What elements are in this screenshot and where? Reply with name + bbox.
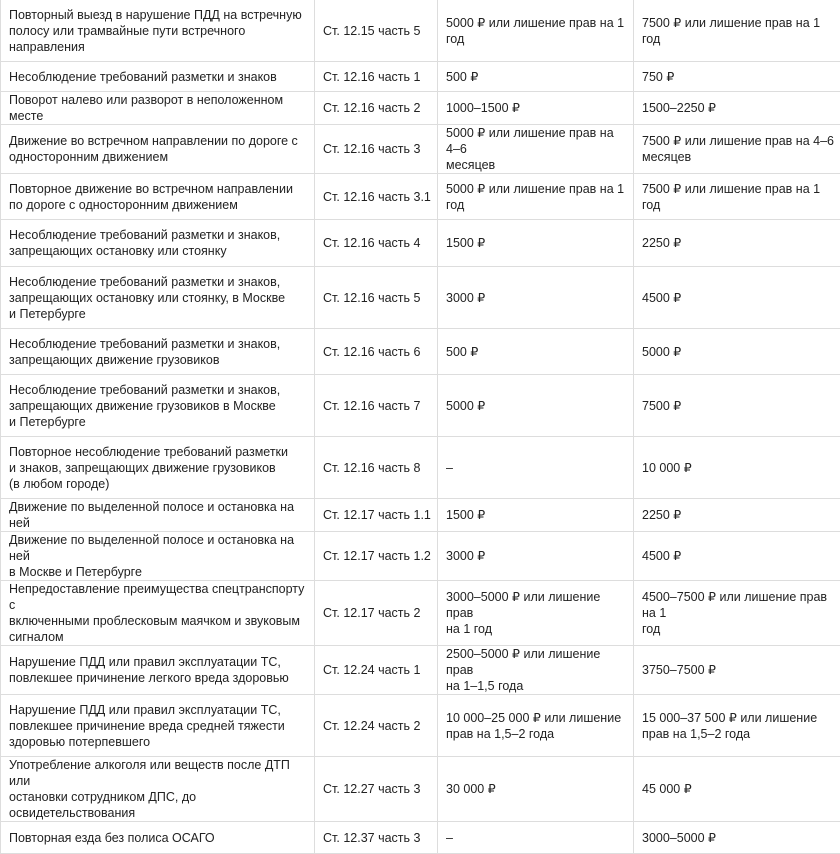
- violation-cell: Несоблюдение требований разметки и знаков: [1, 62, 315, 92]
- table-row: [1, 174, 840, 220]
- table-row: [1, 0, 840, 62]
- fine-individual-cell: 3000 ₽: [438, 532, 634, 581]
- fine-individual-cell: –: [438, 437, 634, 499]
- article-cell: Ст. 12.16 часть 7: [315, 375, 438, 437]
- fine-official-cell: 7500 ₽ или лишение прав на 4–6 месяцев: [634, 125, 840, 174]
- fine-official-cell: 2250 ₽: [634, 220, 840, 267]
- table-row: [1, 329, 840, 375]
- fine-official-cell: 3750–7500 ₽: [634, 646, 840, 695]
- fine-official-cell: 4500 ₽: [634, 532, 840, 581]
- fine-official-cell: 750 ₽: [634, 62, 840, 92]
- fine-individual-cell: 5000 ₽ или лишение прав на 1 год: [438, 174, 634, 220]
- article-cell: Ст. 12.24 часть 2: [315, 695, 438, 757]
- fine-individual-cell: 5000 ₽: [438, 375, 634, 437]
- table-row: [1, 92, 840, 125]
- fine-individual-cell: 5000 ₽ или лишение прав на 4–6 месяцев: [438, 125, 634, 174]
- fine-official-cell: 4500–7500 ₽ или лишение прав на 1 год: [634, 581, 840, 646]
- violation-cell: Несоблюдение требований разметки и знаков, запрещающих движение грузовиков в Москве и Петербурге: [1, 375, 315, 437]
- fine-individual-cell: 1000–1500 ₽: [438, 92, 634, 125]
- violation-cell: Несоблюдение требований разметки и знаков, запрещающих остановку или стоянку: [1, 220, 315, 267]
- fine-official-cell: 2250 ₽: [634, 499, 840, 532]
- violation-cell: Повторный выезд в нарушение ПДД на встречную полосу или трамвайные пути встречного направления: [1, 0, 315, 62]
- violation-cell: Повторное движение во встречном направлении по дороге с односторонним движением: [1, 174, 315, 220]
- fine-individual-cell: 3000 ₽: [438, 267, 634, 329]
- table-row: [1, 822, 840, 854]
- table-row: [1, 267, 840, 329]
- violation-cell: Повторное несоблюдение требований разметки и знаков, запрещающих движение грузовиков (в любом городе): [1, 437, 315, 499]
- table-row: [1, 125, 840, 174]
- fine-individual-cell: 3000–5000 ₽ или лишение прав на 1 год: [438, 581, 634, 646]
- article-cell: Ст. 12.16 часть 1: [315, 62, 438, 92]
- fine-official-cell: 10 000 ₽: [634, 437, 840, 499]
- violation-cell: Поворот налево или разворот в неположенном месте: [1, 92, 315, 125]
- fines-table-body: [1, 0, 840, 854]
- fine-official-cell: 1500–2250 ₽: [634, 92, 840, 125]
- violation-cell: Несоблюдение требований разметки и знаков, запрещающих остановку или стоянку, в Москве и Петербурге: [1, 267, 315, 329]
- fine-individual-cell: 1500 ₽: [438, 220, 634, 267]
- article-cell: Ст. 12.16 часть 3.1: [315, 174, 438, 220]
- violation-cell: Несоблюдение требований разметки и знаков, запрещающих движение грузовиков: [1, 329, 315, 375]
- table-row: [1, 499, 840, 532]
- fine-official-cell: 5000 ₽: [634, 329, 840, 375]
- article-cell: Ст. 12.16 часть 2: [315, 92, 438, 125]
- violation-cell: Движение по выделенной полосе и остановка на ней: [1, 499, 315, 532]
- fine-official-cell: 7500 ₽ или лишение прав на 1 год: [634, 0, 840, 62]
- fine-official-cell: 7500 ₽: [634, 375, 840, 437]
- article-cell: Ст. 12.15 часть 5: [315, 0, 438, 62]
- fine-individual-cell: 2500–5000 ₽ или лишение прав на 1–1,5 года: [438, 646, 634, 695]
- table-row: [1, 532, 840, 581]
- article-cell: Ст. 12.16 часть 4: [315, 220, 438, 267]
- table-row: [1, 695, 840, 757]
- violation-cell: Движение по выделенной полосе и остановка на ней в Москве и Петербурге: [1, 532, 315, 581]
- fine-official-cell: 45 000 ₽: [634, 757, 840, 822]
- article-cell: Ст. 12.17 часть 2: [315, 581, 438, 646]
- article-cell: Ст. 12.37 часть 3: [315, 822, 438, 854]
- article-cell: Ст. 12.16 часть 8: [315, 437, 438, 499]
- fine-individual-cell: 500 ₽: [438, 62, 634, 92]
- violation-cell: Употребление алкоголя или веществ после ДТП или остановки сотрудником ДПС, до освидетельствования: [1, 757, 315, 822]
- table-row: [1, 757, 840, 822]
- fine-individual-cell: 5000 ₽ или лишение прав на 1 год: [438, 0, 634, 62]
- table-row: [1, 375, 840, 437]
- fine-individual-cell: –: [438, 822, 634, 854]
- violation-cell: Повторная езда без полиса ОСАГО: [1, 822, 315, 854]
- violation-cell: Непредоставление преимущества спецтранспорту с включенными проблесковым маячком и звуковым сигналом: [1, 581, 315, 646]
- table-row: [1, 646, 840, 695]
- article-cell: Ст. 12.16 часть 3: [315, 125, 438, 174]
- violation-cell: Нарушение ПДД или правил эксплуатации ТС, повлекшее причинение легкого вреда здоровью: [1, 646, 315, 695]
- fine-individual-cell: 500 ₽: [438, 329, 634, 375]
- table-row: [1, 581, 840, 646]
- fine-individual-cell: 30 000 ₽: [438, 757, 634, 822]
- article-cell: Ст. 12.24 часть 1: [315, 646, 438, 695]
- fine-official-cell: 3000–5000 ₽: [634, 822, 840, 854]
- fine-official-cell: 7500 ₽ или лишение прав на 1 год: [634, 174, 840, 220]
- violation-cell: Нарушение ПДД или правил эксплуатации ТС, повлекшее причинение вреда средней тяжести здоровью потерпевшего: [1, 695, 315, 757]
- table-row: [1, 62, 840, 92]
- table-row: [1, 220, 840, 267]
- article-cell: Ст. 12.16 часть 5: [315, 267, 438, 329]
- table-row: [1, 437, 840, 499]
- article-cell: Ст. 12.16 часть 6: [315, 329, 438, 375]
- article-cell: Ст. 12.17 часть 1.1: [315, 499, 438, 532]
- article-cell: Ст. 12.27 часть 3: [315, 757, 438, 822]
- fine-official-cell: 15 000–37 500 ₽ или лишение прав на 1,5–2 года: [634, 695, 840, 757]
- fine-individual-cell: 1500 ₽: [438, 499, 634, 532]
- article-cell: Ст. 12.17 часть 1.2: [315, 532, 438, 581]
- violation-cell: Движение во встречном направлении по дороге с односторонним движением: [1, 125, 315, 174]
- fine-individual-cell: 10 000–25 000 ₽ или лишение прав на 1,5–2 года: [438, 695, 634, 757]
- fine-official-cell: 4500 ₽: [634, 267, 840, 329]
